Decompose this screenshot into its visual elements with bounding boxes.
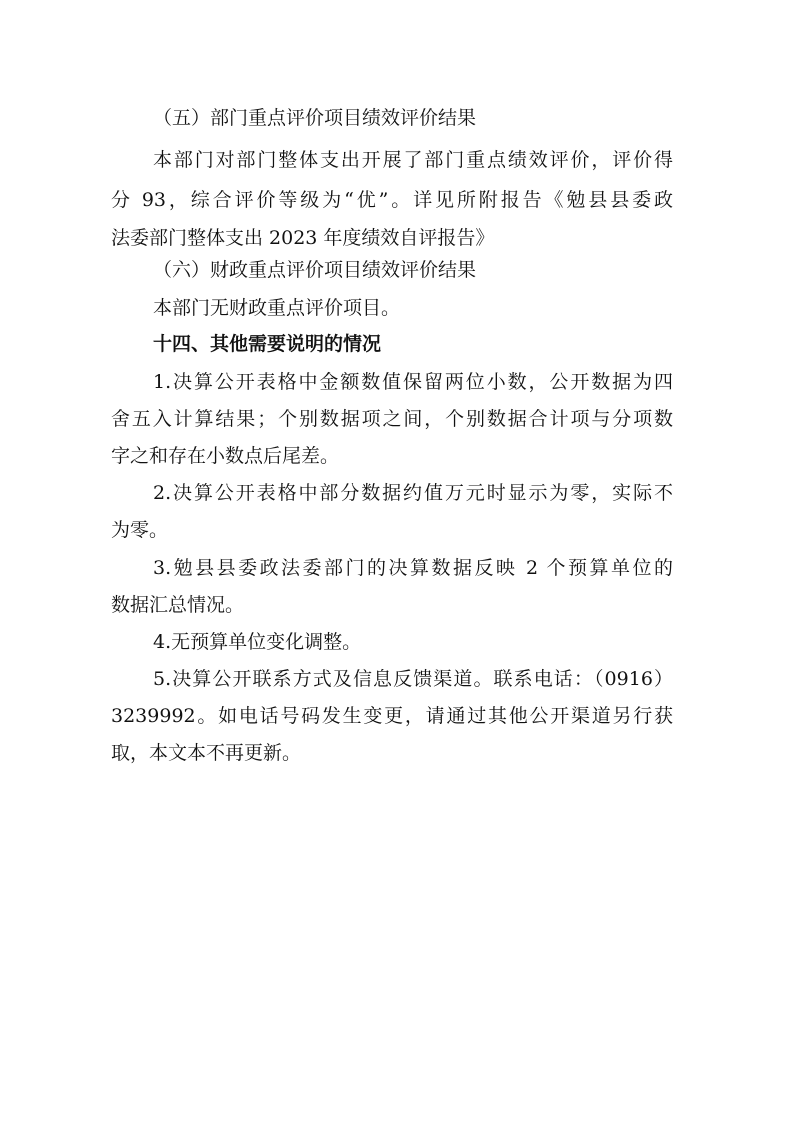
section5-heading: （五）部门重点评价项目绩效评价结果 bbox=[153, 107, 477, 129]
item1-line: 舍五入计算结果；个别数据项之间，个别数据合计项与分项数 bbox=[111, 408, 673, 430]
item4-line: 4.无预算单位变化调整。 bbox=[153, 631, 362, 653]
item1-line: 字之和存在小数点后尾差。 bbox=[111, 445, 340, 467]
item1-line: 1.决算公开表格中金额数值保留两位小数，公开数据为四 bbox=[153, 371, 673, 393]
section5-body-line: 分 93，综合评价等级为“优”。详见所附报告《勉县县委政 bbox=[111, 189, 673, 211]
item2-line: 为零。 bbox=[111, 519, 169, 541]
section5-body-line: 本部门对部门整体支出开展了部门重点绩效评价，评价得 bbox=[153, 149, 673, 171]
item5-line: 5.决算公开联系方式及信息反馈渠道。联系电话：（0916） bbox=[153, 668, 673, 690]
section14-heading: 十四、其他需要说明的情况 bbox=[153, 333, 382, 355]
item3-line: 3.勉县县委政法委部门的决算数据反映 2 个预算单位的 bbox=[153, 557, 673, 579]
item3-line: 数据汇总情况。 bbox=[111, 594, 245, 616]
item5-line: 3239992。如电话号码发生变更，请通过其他公开渠道另行获 bbox=[111, 705, 673, 727]
section6-heading: （六）财政重点评价项目绩效评价结果 bbox=[153, 259, 477, 281]
item2-line: 2.决算公开表格中部分数据约值万元时显示为零，实际不 bbox=[153, 482, 673, 504]
item5-line: 取，本文本不再更新。 bbox=[111, 742, 302, 764]
section5-body-line: 法委部门整体支出 2023 年度绩效自评报告》 bbox=[111, 227, 495, 249]
section6-body: 本部门无财政重点评价项目。 bbox=[153, 297, 401, 319]
